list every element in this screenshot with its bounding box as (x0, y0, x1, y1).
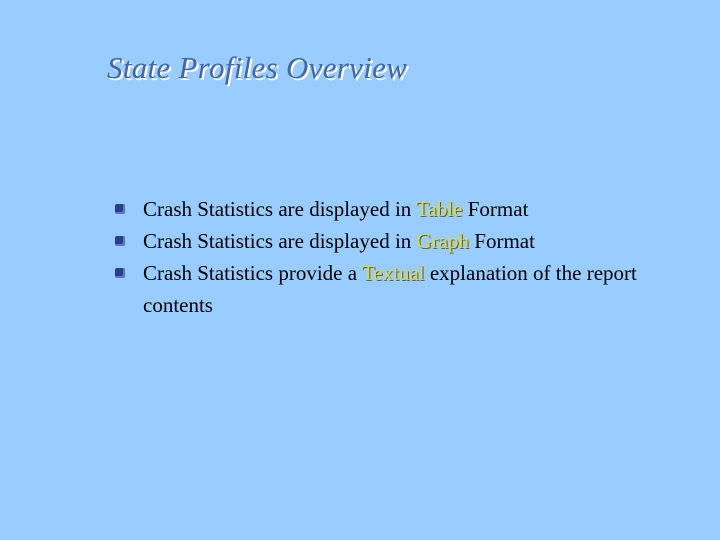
bullet-marker-icon (115, 268, 125, 278)
bullet-text: Crash Statistics are displayed in (143, 197, 417, 221)
bullet-item-table (115, 193, 655, 225)
slide-title: State Profiles Overview (107, 50, 408, 85)
bullet-marker-icon (115, 236, 125, 246)
highlight-word-textual: Textual (361, 261, 425, 285)
bullet-text: Crash Statistics are displayed in (143, 229, 417, 253)
bullet-item-graph (115, 225, 655, 257)
bullet-text-tail: explanation of the report contents (143, 261, 637, 317)
highlight-word-graph: Graph (416, 229, 470, 253)
bullet-text-tail: Format (462, 197, 529, 221)
bullet-text-tail: Format (469, 229, 535, 253)
bullet-list (115, 193, 655, 321)
bullet-text: Crash Statistics provide a (143, 261, 362, 285)
bullet-item-textual (115, 257, 655, 321)
highlight-word-table: Table (416, 197, 463, 221)
bullet-marker-icon (115, 204, 125, 214)
